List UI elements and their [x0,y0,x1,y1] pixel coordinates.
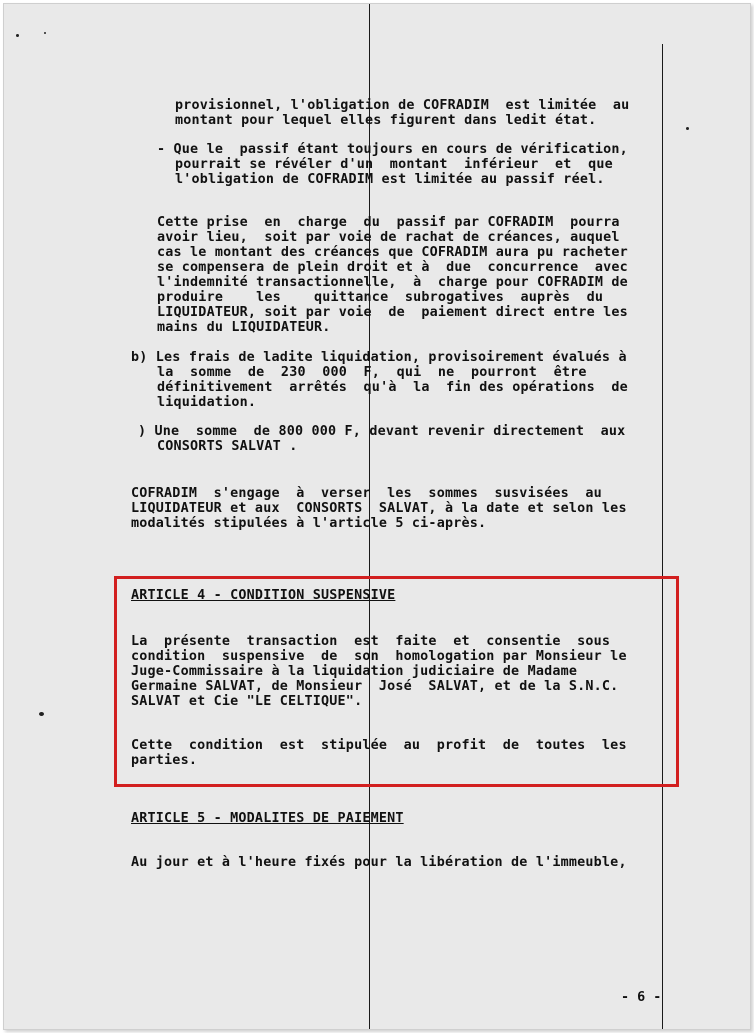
text-line: COFRADIM s'engage à verser les sommes susvisées au [131,486,602,501]
scan-speck [44,32,46,34]
text-line: se compensera de plein droit et à due concurrence avec [157,260,628,275]
text-line: Juge-Commissaire à la liquidation judiciaire de Madame [131,664,578,679]
text-line: produire les quittance subrogatives auprès du [157,290,604,305]
text-line: Germaine SALVAT, de Monsieur José SALVAT, et de la S.N.C. [131,679,619,694]
text-line: l'obligation de COFRADIM est limitée au passif réel. [175,172,605,187]
text-line: LIQUIDATEUR, soit par voie de paiement direct entre les [157,305,628,320]
text-line: Cette condition est stipulée au profit de toutes les [131,738,627,753]
text-line: ) Une somme de 800 000 F, devant revenir directement aux [138,424,626,439]
text-line: LIQUIDATEUR et aux CONSORTS SALVAT, à la date et selon les [131,501,627,516]
text-line: l'indemnité transactionnelle, à charge pour COFRADIM de [157,275,628,290]
scan-vertical-line-right [662,44,663,1029]
text-line: condition suspensive de son homologation par Monsieur le [131,649,627,664]
text-line: liquidation. [157,395,257,410]
text-line: parties. [131,753,198,768]
text-line: pourrait se révéler d'un montant inférieur et que [175,157,613,172]
text-line: - Que le passif étant toujours en cours de vérification, [157,142,628,157]
article-4-heading: ARTICLE 4 - CONDITION SUSPENSIVE [131,588,396,603]
scan-speck [39,712,44,716]
text-line: CONSORTS SALVAT . [157,439,298,454]
text-line: montant pour lequel elles figurent dans ledit état. [175,113,597,128]
text-line: provisionnel, l'obligation de COFRADIM est limitée au [175,98,630,113]
page-number: - 6 - [621,990,662,1005]
scan-speck [16,34,19,37]
text-line: b) Les frais de ladite liquidation, provisoirement évalués à [131,350,627,365]
text-line: mains du LIQUIDATEUR. [157,320,331,335]
text-line: définitivement arrêtés qu'à la fin des opérations de [157,380,628,395]
scan-speck [686,127,689,130]
text-line: SALVAT et Cie "LE CELTIQUE". [131,694,363,709]
text-line: Cette prise en charge du passif par COFRADIM pourra [157,215,620,230]
article-5-heading: ARTICLE 5 - MODALITES DE PAIEMENT [131,811,404,826]
text-line: la somme de 230 000 F, qui ne pourront être [157,365,587,380]
highlight-box-article-4 [114,576,679,787]
text-line: avoir lieu, soit par voie de rachat de créances, auquel [157,230,620,245]
scanned-page [3,3,751,1030]
text-line: Au jour et à l'heure fixés pour la libération de l'immeuble, [131,855,627,870]
text-line: modalités stipulées à l'article 5 ci-après. [131,516,487,531]
text-line: La présente transaction est faite et consentie sous [131,634,611,649]
text-line: cas le montant des créances que COFRADIM aura pu racheter [157,245,628,260]
